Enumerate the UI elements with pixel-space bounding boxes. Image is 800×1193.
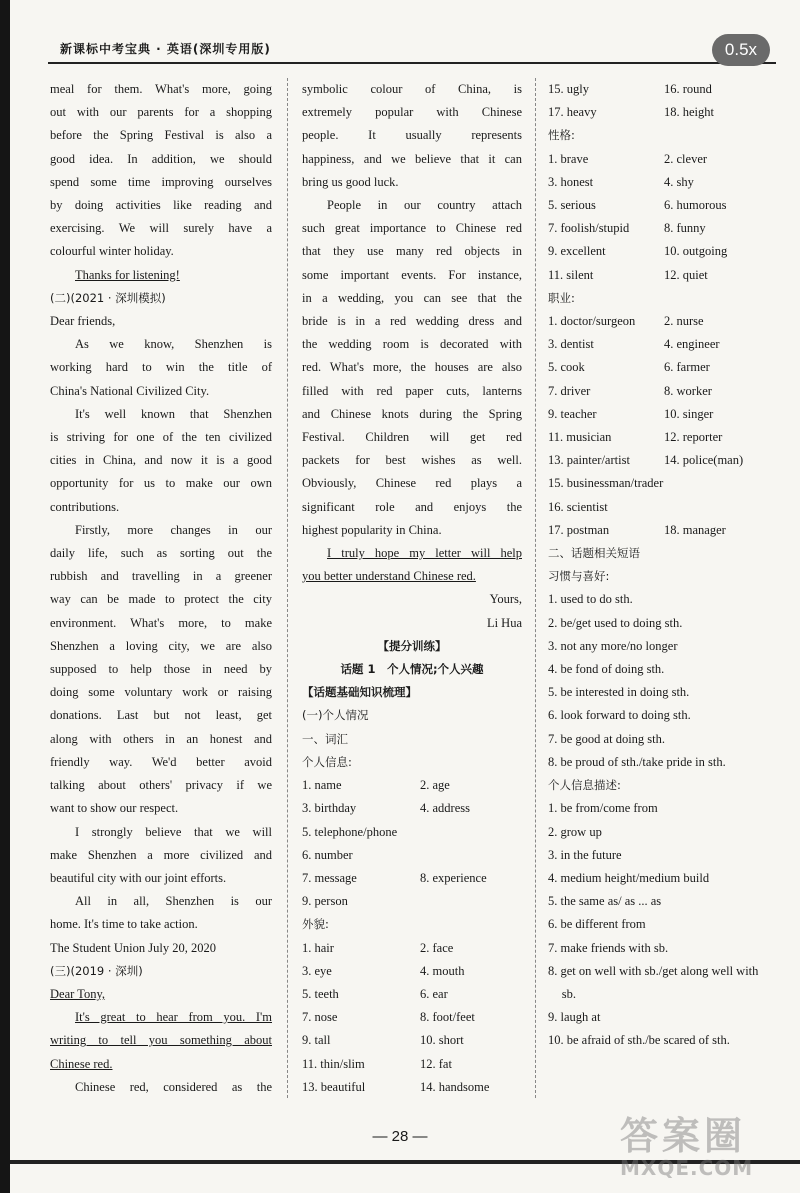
text-line: spend some time improving ourselves bbox=[50, 174, 272, 189]
list-item: 1. doctor/surgeon bbox=[548, 314, 636, 329]
training-heading: 【提分训练】 bbox=[377, 638, 447, 653]
list-item: 7. driver bbox=[548, 383, 591, 398]
text-line: supposed to help those in need by bbox=[50, 662, 272, 677]
list-item: 9. excellent bbox=[548, 244, 606, 259]
list-item: 2. nurse bbox=[664, 314, 704, 329]
text-line: bring us good luck. bbox=[302, 174, 399, 189]
list-item: 13. painter/artist bbox=[548, 453, 630, 468]
info-vocab-list bbox=[302, 774, 522, 913]
job-vocab-list bbox=[548, 310, 770, 542]
list-item: 5. cook bbox=[548, 360, 585, 375]
appearance-vocab-list-continued bbox=[548, 78, 770, 124]
page-binding-edge bbox=[0, 0, 10, 1193]
text-line: Festival. Children will get red bbox=[302, 430, 522, 445]
list-item: 1. used to do sth. bbox=[548, 592, 633, 607]
character-vocab-list bbox=[548, 148, 770, 287]
running-header: 新课标中考宝典 · 英语(深圳专用版) bbox=[60, 42, 271, 56]
column-divider-2 bbox=[535, 78, 537, 1098]
desc-label: 个人信息描述: bbox=[548, 778, 621, 793]
list-item: 13. beautiful bbox=[302, 1079, 366, 1094]
list-item: 2. face bbox=[420, 940, 454, 955]
column-divider-1 bbox=[287, 78, 289, 1098]
text-line: Shenzhen a loving city, we are also bbox=[50, 638, 272, 653]
section-phrases: 二、话题相关短语 bbox=[548, 546, 640, 561]
list-item: 4. mouth bbox=[420, 963, 465, 978]
list-item: 6. number bbox=[302, 847, 353, 862]
list-item: 10. short bbox=[420, 1033, 464, 1048]
list-item: 15. businessman/trader bbox=[548, 476, 664, 491]
list-item: 6. farmer bbox=[664, 360, 710, 375]
topic-heading: 话题 1 个人情况;个人兴趣 bbox=[340, 662, 484, 677]
list-item: 11. musician bbox=[548, 430, 612, 445]
list-item: 17. heavy bbox=[548, 105, 597, 120]
text-line: writing to tell you something about bbox=[50, 1033, 272, 1048]
text-line: exercising. We will surely have a bbox=[50, 221, 272, 236]
text-line: filled with red paper cuts, lanterns bbox=[302, 383, 522, 398]
list-item: 12. reporter bbox=[664, 430, 723, 445]
text-line: environment. What's more, to make bbox=[50, 615, 272, 630]
closing: Yours, bbox=[489, 592, 522, 607]
list-item: 9. person bbox=[302, 894, 348, 909]
section-heading-2: (二)(2021 · 深圳模拟) bbox=[50, 290, 166, 305]
list-item: 5. teeth bbox=[302, 986, 339, 1001]
list-item: 11. silent bbox=[548, 267, 594, 282]
text-line: Firstly, more changes in our bbox=[75, 522, 272, 537]
section-personal: (一)个人情况 bbox=[302, 708, 369, 723]
text-line: red. What's more, the houses are also bbox=[302, 360, 522, 375]
knowledge-heading: 【话题基础知识梳理】 bbox=[302, 685, 417, 700]
list-item: 5. telephone/phone bbox=[302, 824, 398, 839]
list-item: 10. outgoing bbox=[664, 244, 728, 259]
text-line: highest popularity in China. bbox=[302, 522, 442, 537]
list-item: 2. age bbox=[420, 778, 450, 793]
text-line: the wedding room is decorated with bbox=[302, 337, 522, 352]
text-line: China's National Civilized City. bbox=[50, 383, 210, 398]
list-item: 16. scientist bbox=[548, 499, 608, 514]
text-line: talking about others' privacy if we bbox=[50, 778, 272, 793]
watermark-text: 答案圈 bbox=[620, 1114, 747, 1158]
text-line: that they use many red objects in bbox=[302, 244, 522, 259]
text-line: As we know, Shenzhen is bbox=[75, 337, 272, 352]
salutation: Dear friends, bbox=[50, 314, 116, 329]
text-line: rubbish and travelling in a greener bbox=[50, 569, 272, 584]
section-heading-3: (三)(2019 · 深圳) bbox=[50, 963, 143, 978]
list-item: 10. singer bbox=[664, 406, 714, 421]
watermark-url: MXQE.COM bbox=[620, 1156, 754, 1180]
list-item: 4. address bbox=[420, 801, 470, 816]
job-label: 职业: bbox=[548, 290, 575, 305]
text-line: Chinese red, considered as the bbox=[75, 1079, 272, 1094]
list-item: 8. foot/feet bbox=[420, 1010, 475, 1025]
text-line: extremely popular with Chinese bbox=[302, 105, 522, 120]
list-item: 5. the same as/ as ... as bbox=[548, 894, 662, 909]
list-item: 4. shy bbox=[664, 174, 694, 189]
text-line: packets for best wishes as well. bbox=[302, 453, 522, 468]
text-line: significant role and enjoys the bbox=[302, 499, 522, 514]
text-line: colourful winter holiday. bbox=[50, 244, 174, 259]
signoff: The Student Union July 20, 2020 bbox=[50, 940, 216, 955]
list-item: 3. honest bbox=[548, 174, 594, 189]
list-item: 14. police(man) bbox=[664, 453, 744, 468]
thanks-line: Thanks for listening! bbox=[75, 267, 180, 282]
list-item: 7. foolish/stupid bbox=[548, 221, 630, 236]
list-item: 3. in the future bbox=[548, 847, 622, 862]
text-line: All in all, Shenzhen is our bbox=[75, 894, 272, 909]
list-item: 4. engineer bbox=[664, 337, 720, 352]
text-line: donations. Last but not least, get bbox=[50, 708, 272, 723]
text-line: contributions. bbox=[50, 499, 120, 514]
text-line: along with others in an honest and bbox=[50, 731, 272, 746]
text-line: working hard to win the title of bbox=[50, 360, 272, 375]
list-item: 18. height bbox=[664, 105, 714, 120]
text-line: people. It usually represents bbox=[302, 128, 522, 143]
list-item: 14. handsome bbox=[420, 1079, 490, 1094]
list-item: 1. be from/come from bbox=[548, 801, 658, 816]
text-line: I truly hope my letter will help bbox=[327, 546, 522, 561]
list-item: 8. get on well with sb./get along well with sb. bbox=[548, 963, 759, 1001]
text-line: People in our country attach bbox=[327, 198, 522, 213]
text-line: doing some voluntary work or raising bbox=[50, 685, 272, 700]
list-item: 2. clever bbox=[664, 151, 708, 166]
list-item: 2. be/get used to doing sth. bbox=[548, 615, 683, 630]
text-line: meal for them. What's more, going bbox=[50, 82, 272, 96]
list-item: 4. medium height/medium build bbox=[548, 870, 710, 885]
text-line: and Chinese knots during the Spring bbox=[302, 406, 522, 421]
list-item: 5. be interested in doing sth. bbox=[548, 685, 690, 700]
text-line: opportunity for us to make our own bbox=[50, 476, 272, 491]
text-line: way can be made to protect the city bbox=[50, 592, 272, 607]
list-item: 7. make friends with sb. bbox=[548, 940, 669, 955]
text-line: I strongly believe that we will bbox=[75, 824, 272, 839]
list-item: 1. brave bbox=[548, 151, 589, 166]
character-label: 性格: bbox=[548, 128, 575, 143]
list-item: 3. birthday bbox=[302, 801, 357, 816]
list-item: 6. ear bbox=[420, 986, 448, 1001]
list-item: 12. quiet bbox=[664, 267, 708, 282]
list-item: 5. serious bbox=[548, 198, 596, 213]
text-line: It's great to hear from you. I'm bbox=[75, 1010, 272, 1025]
text-line: symbolic colour of China, is bbox=[302, 82, 522, 96]
list-item: 1. name bbox=[302, 778, 342, 793]
text-line: It's well known that Shenzhen bbox=[75, 406, 272, 421]
text-line: cities in China, and now it is a good bbox=[50, 453, 272, 468]
list-item: 8. be proud of sth./take pride in sth. bbox=[548, 754, 726, 769]
text-line: happiness, and we believe that it can bbox=[302, 151, 522, 166]
text-line: Chinese red. bbox=[50, 1056, 113, 1071]
text-line: home. It's time to take action. bbox=[50, 917, 198, 932]
section-vocab: 一、词汇 bbox=[302, 731, 348, 746]
list-item: 9. laugh at bbox=[548, 1010, 601, 1025]
list-item: 9. tall bbox=[302, 1033, 331, 1048]
header-rule bbox=[48, 62, 776, 64]
text-line: some important events. For instance, bbox=[302, 267, 522, 282]
list-item: 3. not any more/no longer bbox=[548, 638, 678, 653]
column-1 bbox=[50, 78, 272, 1099]
habits-label: 习惯与喜好: bbox=[548, 569, 610, 584]
text-line: good idea. In addition, we should bbox=[50, 151, 272, 166]
list-item: 7. be good at doing sth. bbox=[548, 731, 666, 746]
list-item: 17. postman bbox=[548, 522, 610, 537]
text-line: Obviously, Chinese red plays a bbox=[302, 476, 522, 491]
list-item: 1. hair bbox=[302, 940, 334, 955]
list-item: 8. funny bbox=[664, 221, 706, 236]
text-line: is striving for one of the ten civilized bbox=[50, 430, 272, 445]
text-line: by doing activities like reading and bbox=[50, 198, 272, 213]
personal-info-label: 个人信息: bbox=[302, 754, 352, 769]
list-item: 8. experience bbox=[420, 870, 487, 885]
list-item: 7. nose bbox=[302, 1010, 338, 1025]
text-line: bride is in a red wedding dress and bbox=[302, 314, 522, 329]
list-item: 15. ugly bbox=[548, 82, 589, 96]
list-item: 3. eye bbox=[302, 963, 332, 978]
list-item: 6. look forward to doing sth. bbox=[548, 708, 691, 723]
appearance-label: 外貌: bbox=[302, 917, 329, 932]
list-item: 9. teacher bbox=[548, 406, 597, 421]
watermark-logo bbox=[620, 1105, 753, 1180]
text-line: make Shenzhen a more civilized and bbox=[50, 847, 272, 862]
list-item: 12. fat bbox=[420, 1056, 452, 1071]
list-item: 10. be afraid of sth./be scared of sth. bbox=[548, 1033, 730, 1048]
text-line: you better understand Chinese red. bbox=[302, 569, 476, 584]
text-line: daily life, such as sorting out the bbox=[50, 546, 272, 561]
column-2 bbox=[302, 78, 522, 1099]
list-item: 11. thin/slim bbox=[302, 1056, 365, 1071]
column-3 bbox=[548, 78, 770, 1053]
list-item: 7. message bbox=[302, 870, 357, 885]
list-item: 2. grow up bbox=[548, 824, 602, 839]
appearance-vocab-list bbox=[302, 937, 522, 1099]
page-number: — 28 — bbox=[372, 1128, 428, 1145]
text-line: such great importance to Chinese red bbox=[302, 221, 522, 236]
playback-speed-badge[interactable]: 0.5x bbox=[712, 34, 770, 66]
text-line: before the Spring Festival is also a bbox=[50, 128, 272, 143]
text-line: out with our parents for a shopping bbox=[50, 105, 272, 120]
text-line: beautiful city with our joint efforts. bbox=[50, 870, 227, 885]
list-item: 18. manager bbox=[664, 522, 726, 537]
list-item: 16. round bbox=[664, 82, 712, 96]
text-line: want to show our respect. bbox=[50, 801, 179, 816]
list-item: 8. worker bbox=[664, 383, 712, 398]
list-item: 6. be different from bbox=[548, 917, 646, 932]
list-item: 4. be fond of doing sth. bbox=[548, 662, 665, 677]
text-line: in a wedding, you can see that the bbox=[302, 290, 522, 305]
salutation-3: Dear Tony, bbox=[50, 986, 106, 1001]
list-item: 3. dentist bbox=[548, 337, 594, 352]
list-item: 6. humorous bbox=[664, 198, 727, 213]
signature-name: Li Hua bbox=[486, 615, 522, 630]
text-line: friendly way. We'd better avoid bbox=[50, 754, 272, 769]
